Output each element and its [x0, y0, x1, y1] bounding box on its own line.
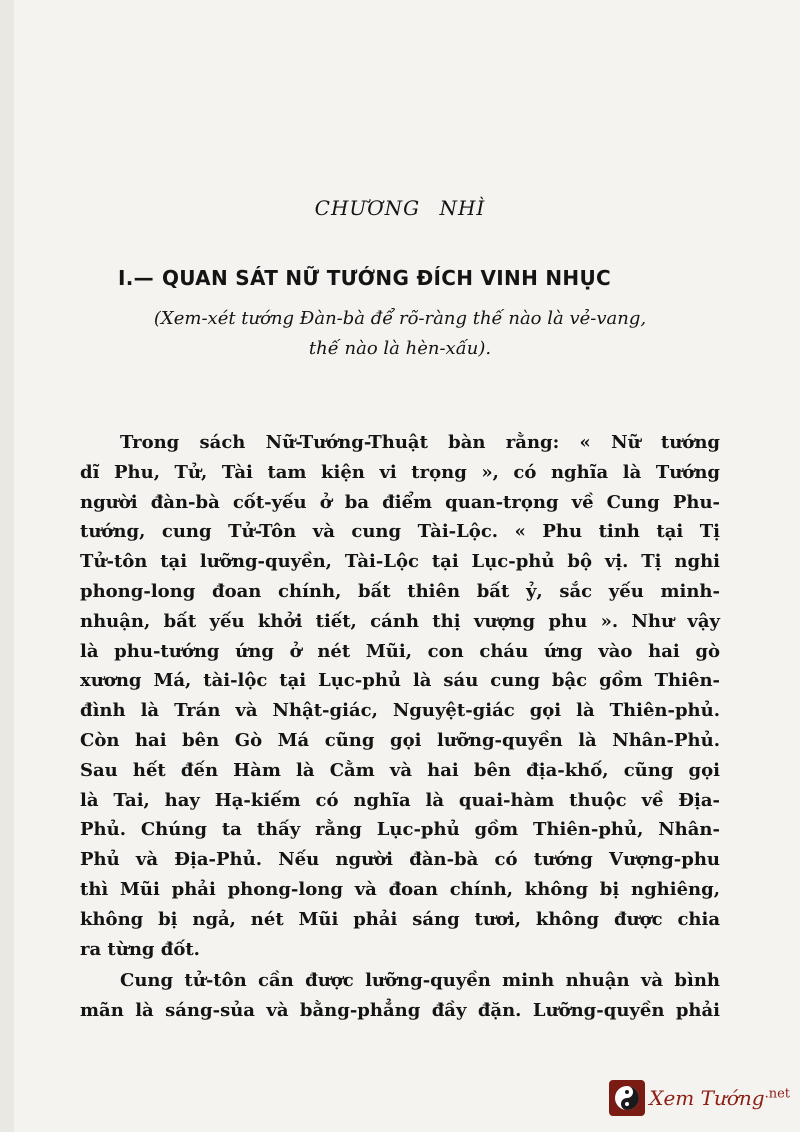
- text-line: là phu-tướng ứng ở nét Mũi, con cháu ứng vào hai gò: [80, 640, 720, 662]
- site-watermark: [609, 1078, 790, 1118]
- section-heading: [118, 266, 738, 290]
- text-line: đình là Trán và Nhật-giác, Nguyệt-giác gọi là Thiên-phủ.: [80, 700, 720, 722]
- text-line: là Tai, hay Hạ-kiếm có nghĩa là quai-hàm thuộc về Địa-: [80, 789, 720, 811]
- text-line: Phủ. Chúng ta thấy rằng Lục-phủ gồm Thiên-phủ, Nhân-: [80, 819, 720, 841]
- text-line: dĩ Phu, Tử, Tài tam kiện vi trọng », có nghĩa là Tướng: [80, 461, 720, 483]
- chapter-title: CHƯƠNG NHÌ: [314, 196, 486, 220]
- watermark-site-name: Xem Tướng$^{.net}$: [649, 1086, 790, 1110]
- text-line: xương Má, tài-lộc tại Lục-phủ là sáu cung bậc gồm Thiên-: [80, 670, 720, 692]
- text-line: ra từng đốt.: [80, 938, 200, 960]
- text-line: Còn hai bên Gò Má cũng gọi lưỡng-quyền là Nhân-Phủ.: [80, 729, 720, 751]
- text-line: không bị ngả, nét Mũi phải sáng tươi, không được chia: [80, 908, 720, 930]
- section-number: I.—: [118, 266, 154, 290]
- text-line: mãn là sáng-sủa và bằng-phẳng đầy đặn. Lưỡng-quyền phải: [80, 999, 720, 1021]
- text-line: nhuận, bất yếu khởi tiết, cánh thị vượng phu ». Như vậy: [80, 610, 720, 632]
- yin-yang-icon: [609, 1080, 645, 1116]
- text-line: thì Mũi phải phong-long và đoan chính, không bị nghiêng,: [80, 878, 720, 900]
- section-title: QUAN SÁT NỮ TƯỚNG ĐÍCH VINH NHỤC: [161, 266, 611, 290]
- text-line: người đàn-bà cốt-yếu ở ba điểm quan-trọng về Cung Phu-: [80, 491, 720, 513]
- text-line: phong-long đoan chính, bất thiên bất ỷ, sắc yếu minh-: [80, 580, 720, 602]
- section-subtitle-line-2: thế nào là hèn-xấu).: [308, 338, 492, 359]
- text-line: Trong sách Nữ-Tướng-Thuật bàn rằng: « Nữ tướng: [120, 432, 720, 453]
- text-line: Cung tử-tôn cần được lưỡng-quyền minh nhuận và bình: [120, 970, 720, 991]
- section-subtitle-line-1: (Xem-xét tướng Đàn-bà để rõ-ràng thế nào là vẻ-vang,: [153, 308, 647, 329]
- text-line: Tử-tôn tại lưỡng-quyền, Tài-Lộc tại Lục-phủ bộ vị. Tị nghi: [80, 551, 720, 573]
- text-line: tướng, cung Tử-Tôn và cung Tài-Lộc. « Phu tinh tại Tị: [80, 521, 720, 543]
- text-line: Sau hết đến Hàm là Cằm và hai bên địa-khố, cũng gọi: [80, 759, 720, 781]
- text-line: Phủ và Địa-Phủ. Nếu người đàn-bà có tướng Vượng-phu: [80, 849, 720, 871]
- paragraph-2: [80, 966, 720, 1026]
- paragraph-1: [80, 428, 720, 964]
